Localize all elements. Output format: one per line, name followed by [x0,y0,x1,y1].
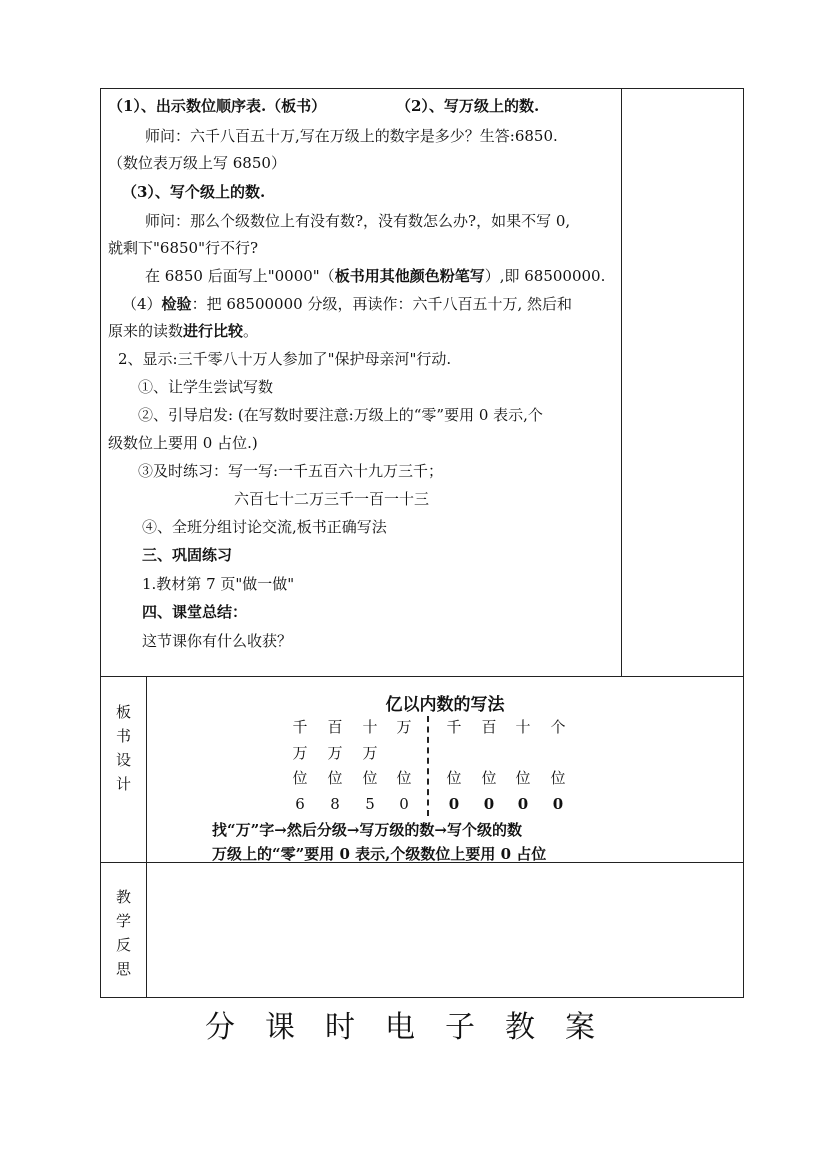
place-cell: 位 [327,769,343,787]
digit-cell: 8 [330,795,340,813]
step-1-heading: （1）、出示数位顺序表.（板书） [108,97,327,115]
lesson-line: （数位表万级上写 6850） [108,154,286,172]
lesson-line: 师问：六千八百五十万,写在万级上的数字是多少？生答:6850. [145,127,558,145]
place-cell: 位 [550,769,566,787]
lesson-line: 在 6850 后面写上"0000"（板书用其他颜色粉笔写）,即 68500000. [145,267,606,285]
place-cell: 千 [292,718,308,736]
notes-column-divider [621,88,622,676]
lesson-line: （4）检验：把 68500000 分级，再读作：六千八百五十万, 然后和 [122,295,572,313]
section-3-heading: 三、巩固练习 [142,546,233,564]
place-cell: 位 [515,769,531,787]
level-divider [427,716,429,816]
section-4-heading: 四、课堂总结： [142,603,248,621]
digit-cell: 0 [448,795,460,813]
place-cell: 千 [446,718,462,736]
lesson-line: 师问：那么个级数位上有没有数?，没有数怎么办?，如果不写 0, [145,212,571,230]
place-cell: 位 [292,769,308,787]
place-cell: 万 [292,744,308,762]
lesson-line: ①、让学生尝试写数 [138,378,274,396]
place-cell: 万 [362,744,378,762]
row-divider-top [100,676,744,677]
place-cell: 位 [481,769,497,787]
place-cell: 位 [396,769,412,787]
digit-cell: 0 [552,795,564,813]
lesson-line: ④、全班分组讨论交流,板书正确写法 [142,518,387,536]
footer-title: 分课时电子教案 [205,1010,625,1045]
lesson-line: 1.教材第 7 页"做一做" [142,575,295,593]
lesson-line: 级数位上要用 0 占位.) [108,434,258,452]
lesson-line: 原来的读数进行比较。 [108,322,259,340]
step-2-heading: （2）、写万级上的数. [396,97,540,115]
lesson-line: 2、显示:三千零八十万人参加了"保护母亲河"行动. [118,350,452,368]
lesson-line: ③及时练习：写一写:一千五百六十九万三千； [138,462,444,480]
digit-cell: 5 [365,795,375,813]
place-cell: 位 [446,769,462,787]
place-cell: 十 [515,718,531,736]
lesson-line: 六百七十二万三千一百一十三 [234,490,430,508]
digit-cell: 0 [399,795,409,813]
teaching-reflection-cell [147,863,743,997]
digit-cell: 6 [295,795,305,813]
lesson-line: 就剩下"6850"行不行? [108,239,259,257]
place-cell: 万 [396,718,412,736]
lesson-line: 这节课你有什么收获？ [142,632,293,650]
place-cell: 位 [362,769,378,787]
lesson-plan-page: （1）、出示数位顺序表.（板书） （2）、写万级上的数. 师问：六千八百五十万,写在万级上的数字是多少？生答:6850. （数位表万级上写 6850） （3）、写个级上的数. 师问：那么个级数位上有没有数?，没有数怎么办?，如果不写 0, 就剩下"6850"行不行? 在 6850 后面写上"0000"（板书用其他颜色粉笔写）,即 68500000. （4）检验：把 68500000 分级，再读作：六千八百五十万, 然后和 原来的读数进行比较。 2、显示:三千零八十万人参加了"保护母亲河"行动. ①、让学生尝试写数 ②、引导启发: (在写数时要注意:万级上的“零”要用 0 表示,个 级数位上要用 0 占位.) ③及时练习：写一写:一千五百六十九万三千； 六百七十二万三千一百一十三 ④、全班分组讨论交流,板书正确写法 三、巩固练习 1.教材第 7 页"做一做" 四、课堂总结： 这节课你有什么收获？ 板 书 设 计 亿以内数的写法 千 百 十 万 千 百 十 个 万 万 万 位 位 位 位 位 位 位 位 6 8 5 0 0 0 0 0 找“万”字→然后分级→写万级的数→写个级的数 万级上的“零”要用 0 表示,个级数位上要用 0 占位 教 学 反 思 分课时电子教案 [0,0,830,1175]
digit-cell: 0 [483,795,495,813]
place-cell: 百 [481,718,497,736]
place-cell: 百 [327,718,343,736]
place-cell: 万 [327,744,343,762]
board-note-steps: 找“万”字→然后分级→写万级的数→写个级的数 [212,821,522,839]
digit-cell: 0 [517,795,529,813]
lesson-line: ②、引导启发: (在写数时要注意:万级上的“零”要用 0 表示,个 [138,406,543,424]
board-note-zero-rule: 万级上的“零”要用 0 表示,个级数位上要用 0 占位 [212,845,547,863]
step-3-heading: （3）、写个级上的数. [122,183,266,201]
place-cell: 十 [362,718,378,736]
place-cell: 个 [550,718,566,736]
board-title: 亿以内数的写法 [385,695,505,715]
